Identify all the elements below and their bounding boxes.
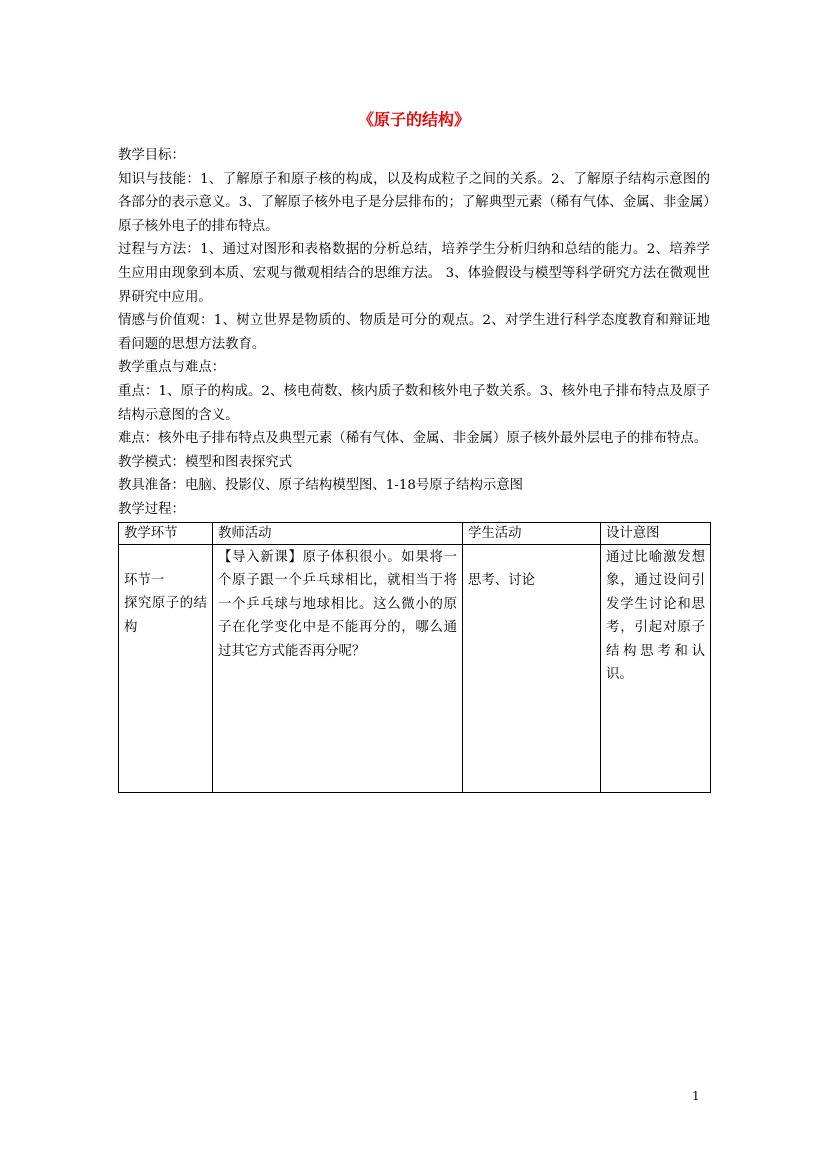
header-design-intent: 设计意图 [601, 522, 711, 544]
cell-design-intent [601, 544, 711, 792]
cell-teacher-activity [213, 544, 463, 792]
cell-stage [119, 544, 213, 792]
table-row [119, 544, 711, 792]
header-teacher-activity: 教师活动 [213, 522, 463, 544]
key-points-heading: 教学重点与难点： [118, 360, 226, 376]
table-header-row [119, 522, 711, 544]
cell-design-intent-text: 通过比喻激发想象，通过设问引发学生讨论和思考，引起对原子结构思考和认识。 [606, 549, 705, 683]
cell-teacher-activity-text: 【导入新课】原子体积很小。如果将一个原子跟一个乒乓球相比，就相当于将一个乒乓球与地球相比。这么微小的原子在化学变化中是不能再分的，哪么通过其它方式能否再分呢？ [218, 549, 457, 659]
teaching-aids-paragraph: 教具准备：电脑、投影仪、原子结构模型图、1-18号原子结构示意图 [118, 478, 524, 494]
header-student-activity: 学生活动 [463, 522, 601, 544]
cell-stage-text: 环节一 探究原子的结构 [124, 572, 207, 635]
document-page [118, 108, 710, 793]
key-points-paragraph: 重点：1、原子的构成。2、核电荷数、核内质子数和核外电子数关系。3、核外电子排布特点及原子结构示意图的含义。 [118, 383, 710, 423]
lesson-plan-table [118, 522, 711, 793]
cell-student-activity-text: 思考、讨论 [468, 572, 535, 588]
header-stage: 教学环节 [119, 522, 213, 544]
document-title: 《原子的结构》 [357, 110, 470, 129]
teaching-mode-paragraph: 教学模式：模型和图表探究式 [118, 454, 293, 470]
cell-student-activity [463, 544, 601, 792]
attitude-values-paragraph: 情感与价值观：1、树立世界是物质的、物质是可分的观点。2、对学生进行科学态度教育和辩证地看问题的思想方法教育。 [118, 313, 710, 352]
teaching-process-heading: 教学过程： [118, 501, 185, 517]
difficulties-paragraph: 难点：核外电子排布特点及典型元素（稀有气体、金属、非金属）原子核外最外层电子的排布特点。 [118, 431, 708, 447]
process-methods-paragraph: 过程与方法：1、通过对图形和表格数据的分析总结，培养学生分析归纳和总结的能力。2、培养学生应用由现象到本质、宏观与微观相结合的思维方法。 3、体验假设与模型等科学研究方法在微观世界研究中应用。 [118, 242, 710, 305]
page-number: 1 [692, 1089, 700, 1103]
knowledge-skills-paragraph: 知识与技能：1、了解原子和原子核的构成，以及构成粒子之间的关系。2、了解原子结构示意图的各部分的表示意义。3、了解原子核外电子是分层排布的；了解典型元素（稀有气体、金属、非金属）原子核外电子的排布特点。 [118, 171, 710, 234]
objectives-heading: 教学目标： [118, 148, 185, 163]
